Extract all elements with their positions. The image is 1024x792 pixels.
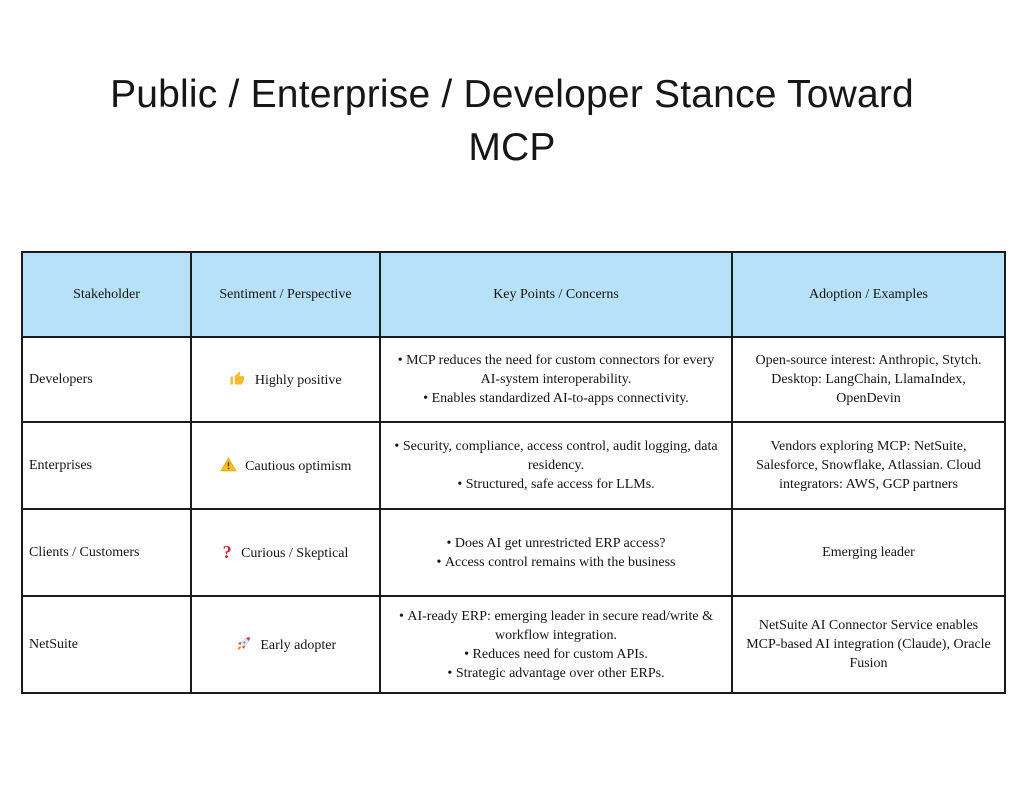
table-header-row	[22, 252, 1005, 337]
key-points-cell	[380, 337, 732, 422]
stakeholder-cell: Developers	[22, 337, 191, 422]
key-points-cell	[380, 422, 732, 509]
sentiment-cell	[191, 596, 380, 693]
page-title-line-2: MCP	[468, 126, 556, 169]
warning-icon	[220, 456, 237, 473]
key-point: • Security, compliance, access control, audit logging, data residency.	[389, 437, 723, 475]
column-header-key-points: Key Points / Concerns	[380, 252, 732, 337]
adoption-cell	[732, 509, 1005, 596]
stakeholder-cell: Clients / Customers	[22, 509, 191, 596]
question-mark-icon: ?	[222, 541, 232, 562]
adoption-text: NetSuite AI Connector Service enables MCP-based AI integration (Claude), Oracle Fusion	[746, 618, 991, 671]
key-points-cell	[380, 596, 732, 693]
key-point: • AI-ready ERP: emerging leader in secure read/write & workflow integration.	[389, 607, 723, 645]
stakeholder-cell: Enterprises	[22, 422, 191, 509]
page-title	[0, 68, 1024, 174]
adoption-text: Vendors exploring MCP: NetSuite, Salesforce, Snowflake, Atlassian. Cloud integrators: AWS, GCP partners	[756, 439, 981, 492]
adoption-cell	[732, 337, 1005, 422]
sentiment-label: Cautious optimism	[245, 459, 352, 474]
column-header-adoption: Adoption / Examples	[732, 252, 1005, 337]
key-point: • Structured, safe access for LLMs.	[389, 475, 723, 494]
table-row	[22, 596, 1005, 693]
sentiment-label: Curious / Skeptical	[241, 545, 349, 561]
key-point: • Access control remains with the business	[389, 553, 723, 572]
table-row	[22, 337, 1005, 422]
rocket-icon	[235, 635, 252, 652]
adoption-text: Open-source interest: Anthropic, Stytch. Desktop: LangChain, LlamaIndex, OpenDevin	[755, 353, 982, 406]
key-point: • Does AI get unrestricted ERP access?	[389, 534, 723, 553]
sentiment-cell	[191, 422, 380, 509]
thumbs-up-icon	[229, 370, 246, 387]
adoption-cell	[732, 596, 1005, 693]
sentiment-label: Highly positive	[254, 373, 342, 388]
adoption-cell	[732, 422, 1005, 509]
sentiment-cell	[191, 337, 380, 422]
key-point: • Enables standardized AI-to-apps connectivity.	[389, 389, 723, 408]
page-title-line-1: Public / Enterprise / Developer Stance Toward	[110, 73, 914, 116]
table-row	[22, 422, 1005, 509]
column-header-stakeholder: Stakeholder	[22, 252, 191, 337]
stance-table-container	[21, 251, 1006, 694]
stakeholder-cell: NetSuite	[22, 596, 191, 693]
stance-table	[21, 251, 1006, 694]
adoption-text: Emerging leader	[822, 545, 915, 560]
key-point: • MCP reduces the need for custom connectors for every AI-system interoperability.	[389, 351, 723, 389]
key-points-cell	[380, 509, 732, 596]
table-row	[22, 509, 1005, 596]
column-header-sentiment: Sentiment / Perspective	[191, 252, 380, 337]
key-point: • Reduces need for custom APIs.	[389, 645, 723, 664]
sentiment-cell	[191, 509, 380, 596]
key-point: • Strategic advantage over other ERPs.	[389, 664, 723, 683]
sentiment-label: Early adopter	[260, 638, 337, 653]
